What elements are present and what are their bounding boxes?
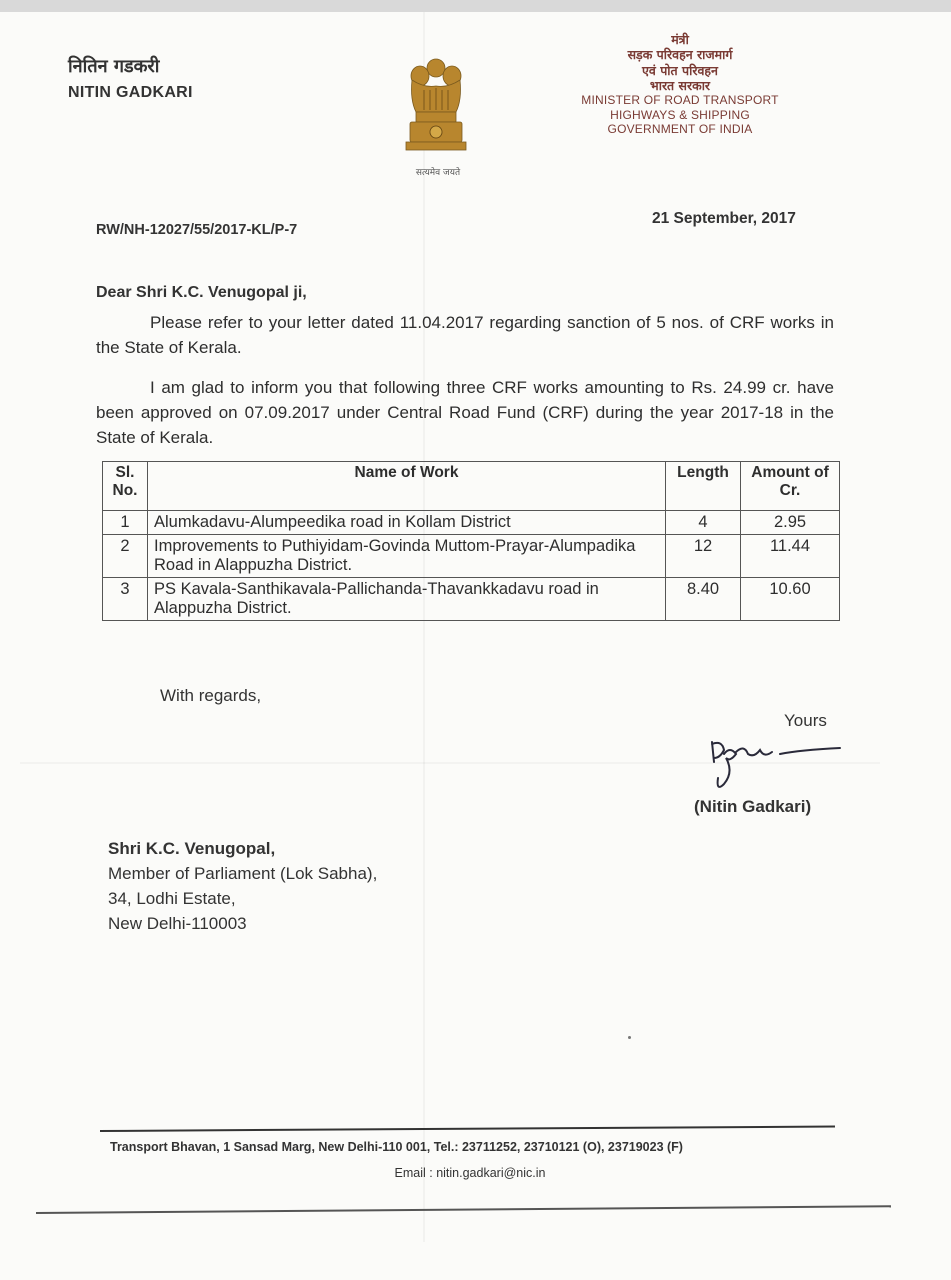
ministry-hindi-line: एवं पोत परिवहन — [641, 62, 718, 78]
sender-name-english: NITIN GADKARI — [68, 84, 193, 101]
cell-name: Alumkadavu-Alumpeedika road in Kollam District — [148, 511, 666, 535]
recipient-line: New Delhi-110003 — [108, 914, 247, 933]
recipient-line: Member of Parliament (Lok Sabha), — [108, 864, 378, 883]
recipient-name: Shri K.C. Venugopal, — [108, 839, 276, 858]
cell-length: 4 — [666, 511, 741, 535]
header-sl-no: Sl. No. — [103, 462, 148, 511]
table-row — [103, 578, 840, 621]
reference-number: RW/NH-12027/55/2017-KL/P-7 — [96, 222, 298, 238]
closing-yours: Yours — [784, 711, 827, 730]
body-paragraph: Please refer to your letter dated 11.04.2017 regarding sanction of 5 nos. of CRF works in the State of Kerala. — [96, 313, 834, 357]
cell-name: PS Kavala-Santhikavala-Pallichanda-Thavankkadavu road in Alappuzha District. — [148, 578, 666, 621]
table-header-row — [103, 462, 840, 511]
header-amount: Amount of Cr. — [741, 462, 840, 511]
ministry-english-line: MINISTER OF ROAD TRANSPORT — [581, 93, 779, 107]
table-row — [103, 535, 840, 578]
handwritten-signature — [700, 728, 850, 798]
paper-fold-vertical — [423, 12, 425, 1242]
works-table — [102, 461, 840, 621]
footer-email: Email : nitin.gadkari@nic.in — [394, 1166, 546, 1180]
ministry-english-line: GOVERNMENT OF INDIA — [607, 122, 753, 137]
cell-sl: 1 — [103, 511, 148, 535]
table-row — [103, 511, 840, 535]
ministry-hindi-line: मंत्री — [671, 32, 689, 47]
salutation: Dear Shri K.C. Venugopal ji, — [96, 284, 307, 301]
ink-speck — [628, 1036, 631, 1039]
closing-regards: With regards, — [160, 686, 262, 705]
cell-amount: 11.44 — [741, 535, 840, 578]
ministry-heading — [560, 32, 800, 137]
recipient-line: 34, Lodhi Estate, — [108, 889, 236, 908]
sender-name-hindi: नितिन गडकरी — [68, 56, 160, 77]
cell-length: 8.40 — [666, 578, 741, 621]
footer-divider — [100, 1126, 835, 1132]
ministry-english-line: HIGHWAYS & SHIPPING — [610, 107, 750, 122]
header-length: Length — [666, 462, 741, 511]
national-emblem-icon — [396, 50, 476, 180]
footer-address: Transport Bhavan, 1 Sansad Marg, New Delhi-110 001, Tel.: 23711252, 23710121 (O), 23719023 (F) — [110, 1140, 683, 1154]
cell-sl: 3 — [103, 578, 148, 621]
emblem-motto: सत्यमेव जयते — [415, 168, 461, 178]
body-paragraph: I am glad to inform you that following three CRF works amounting to Rs. 24.99 cr. have been approved on 07.09.2017 under Central Road Fund (CRF) during the year 2017-18 in the State of Kerala. — [96, 378, 834, 447]
header-name-of-work: Name of Work — [148, 462, 666, 511]
letter-date: 21 September, 2017 — [652, 210, 796, 227]
ministry-hindi-line: सड़क परिवहन राजमार्ग — [627, 47, 733, 63]
cell-amount: 10.60 — [741, 578, 840, 621]
cell-amount: 2.95 — [741, 511, 840, 535]
top-bar — [0, 0, 951, 12]
signer-name: (Nitin Gadkari) — [694, 797, 812, 816]
ministry-hindi-line: भारत सरकार — [649, 77, 711, 93]
page-edge-line — [36, 1205, 891, 1213]
cell-name: Improvements to Puthiyidam-Govinda Muttom-Prayar-Alumpadika Road in Alappuzha District. — [148, 535, 666, 578]
cell-sl: 2 — [103, 535, 148, 578]
recipient-address — [108, 836, 377, 936]
cell-length: 12 — [666, 535, 741, 578]
